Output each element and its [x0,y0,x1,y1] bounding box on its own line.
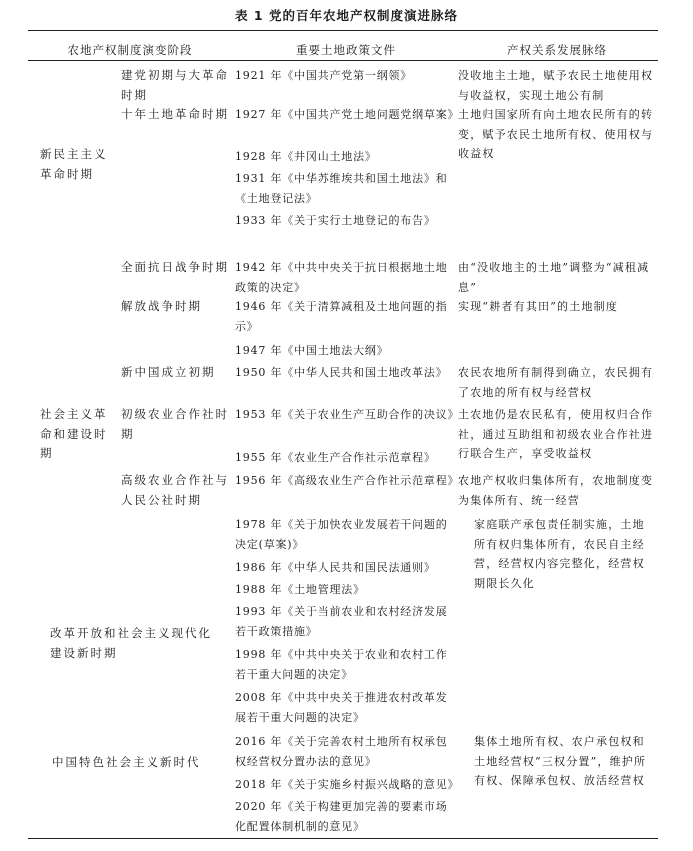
stage-land-revolution: 十年土地革命时期 [121,107,229,121]
doc-1988: 1988 年《土地管理法》 [235,583,365,596]
period-new-era: 中国特色社会主义新时代 [52,755,201,769]
doc-2016: 2016 年《关于完善农村土地所有权承包权经营权分置办法的意见》 [235,735,448,768]
doc-1942: 1942 年《中共中央关于抗日根据地土地政策的决定》 [235,261,448,294]
relation-land-revolution: 土地归国家所有向土地农民所有的转变，赋予农民土地所有权、使用权与收益权 [458,108,654,160]
table-caption: 表 1 党的百年农地产权制度演进脉络 [235,8,458,23]
top-rule [28,30,658,31]
stage-primary-coop: 初级农业合作社时期 [121,407,229,441]
doc-1956: 1956 年《高级农业生产合作社示范章程》 [235,474,460,487]
bottom-rule [28,838,658,839]
relation-founding: 没收地主土地，赋予农民土地使用权与收益权，实现土地公有制 [458,69,654,102]
doc-1946: 1946 年《关于清算减租及土地问题的指示》 [235,300,448,333]
relation-new-era: 集体土地所有权、农户承包权和土地经营权“三权分置”，维护所有权、保障承包权、放活经营权 [474,735,647,787]
period-reform-opening: 改革开放和社会主义现代化建设新时期 [50,626,212,660]
doc-2008: 2008 年《中共中央关于推进农村改革发展若干重大问题的决定》 [235,691,448,724]
doc-1998: 1998 年《中共中央关于农业和农村工作若干重大问题的决定》 [235,648,448,681]
doc-1978: 1978 年《关于加快农业发展若干问题的决定(草案)》 [235,518,448,551]
period-socialist-construction: 社会主义革命和建设时期 [40,407,108,460]
doc-1921: 1921 年《中国共产党第一纲领》 [235,69,413,82]
header-rule [28,60,658,61]
doc-1947: 1947 年《中国土地法大纲》 [235,344,389,357]
header-relations: 产权关系发展脉络 [507,43,607,57]
doc-1950: 1950 年《中华人民共和国土地改革法》 [235,366,448,379]
header-docs: 重要土地政策文件 [296,43,396,57]
stage-advanced-coop: 高级农业合作社与人民公社时期 [121,473,229,507]
doc-1931: 1931 年《中华苏维埃共和国土地法》和《土地登记法》 [235,172,448,205]
stage-founding: 建党初期与大革命时期 [121,68,229,102]
doc-2020: 2020 年《关于构建更加完善的要素市场化配置体制机制的意见》 [235,800,448,833]
doc-1933: 1933 年《关于实行土地登记的布告》 [235,214,436,227]
doc-1928: 1928 年《井冈山土地法》 [235,150,377,163]
doc-1955: 1955 年《农业生产合作社示范章程》 [235,451,436,464]
stage-prc-founding: 新中国成立初期 [121,365,216,379]
stage-anti-japanese: 全面抗日战争时期 [121,260,229,274]
doc-1927: 1927 年《中国共产党土地问题党纲草案》 [235,108,460,121]
relation-prc-founding: 农民农地所有制得到确立，农民拥有了农地的所有权与经营权 [458,366,654,399]
period-new-democratic: 新民主主义革命时期 [40,147,108,181]
relation-advanced-coop: 农地产权收归集体所有，农地制度变为集体所有、统一经营 [458,474,654,507]
header-stage: 农地产权制度演变阶段 [67,43,193,57]
stage-liberation: 解放战争时期 [121,299,202,313]
relation-primary-coop: 土农地仍是农民私有，使用权归合作社，通过互助组和初级农业合作社进行联合生产，享受收益权 [458,408,654,460]
doc-1993: 1993 年《关于当前农业和农村经济发展若干政策措施》 [235,605,448,638]
doc-1953: 1953 年《关于农业生产互助合作的决议》 [235,408,460,421]
relation-anti-japanese: 由“没收地主的土地”调整为“减租减息” [458,261,650,294]
doc-2018: 2018 年《关于实施乡村振兴战略的意见》 [235,778,460,791]
relation-liberation: 实现“耕者有其田”的土地制度 [458,300,619,313]
doc-1986: 1986 年《中华人民共和国民法通则》 [235,561,436,574]
relation-reform: 家庭联产承包责任制实施，土地所有权归集体所有，农民自主经营，经营权内容完整化，经营权期限长久化 [474,518,645,590]
